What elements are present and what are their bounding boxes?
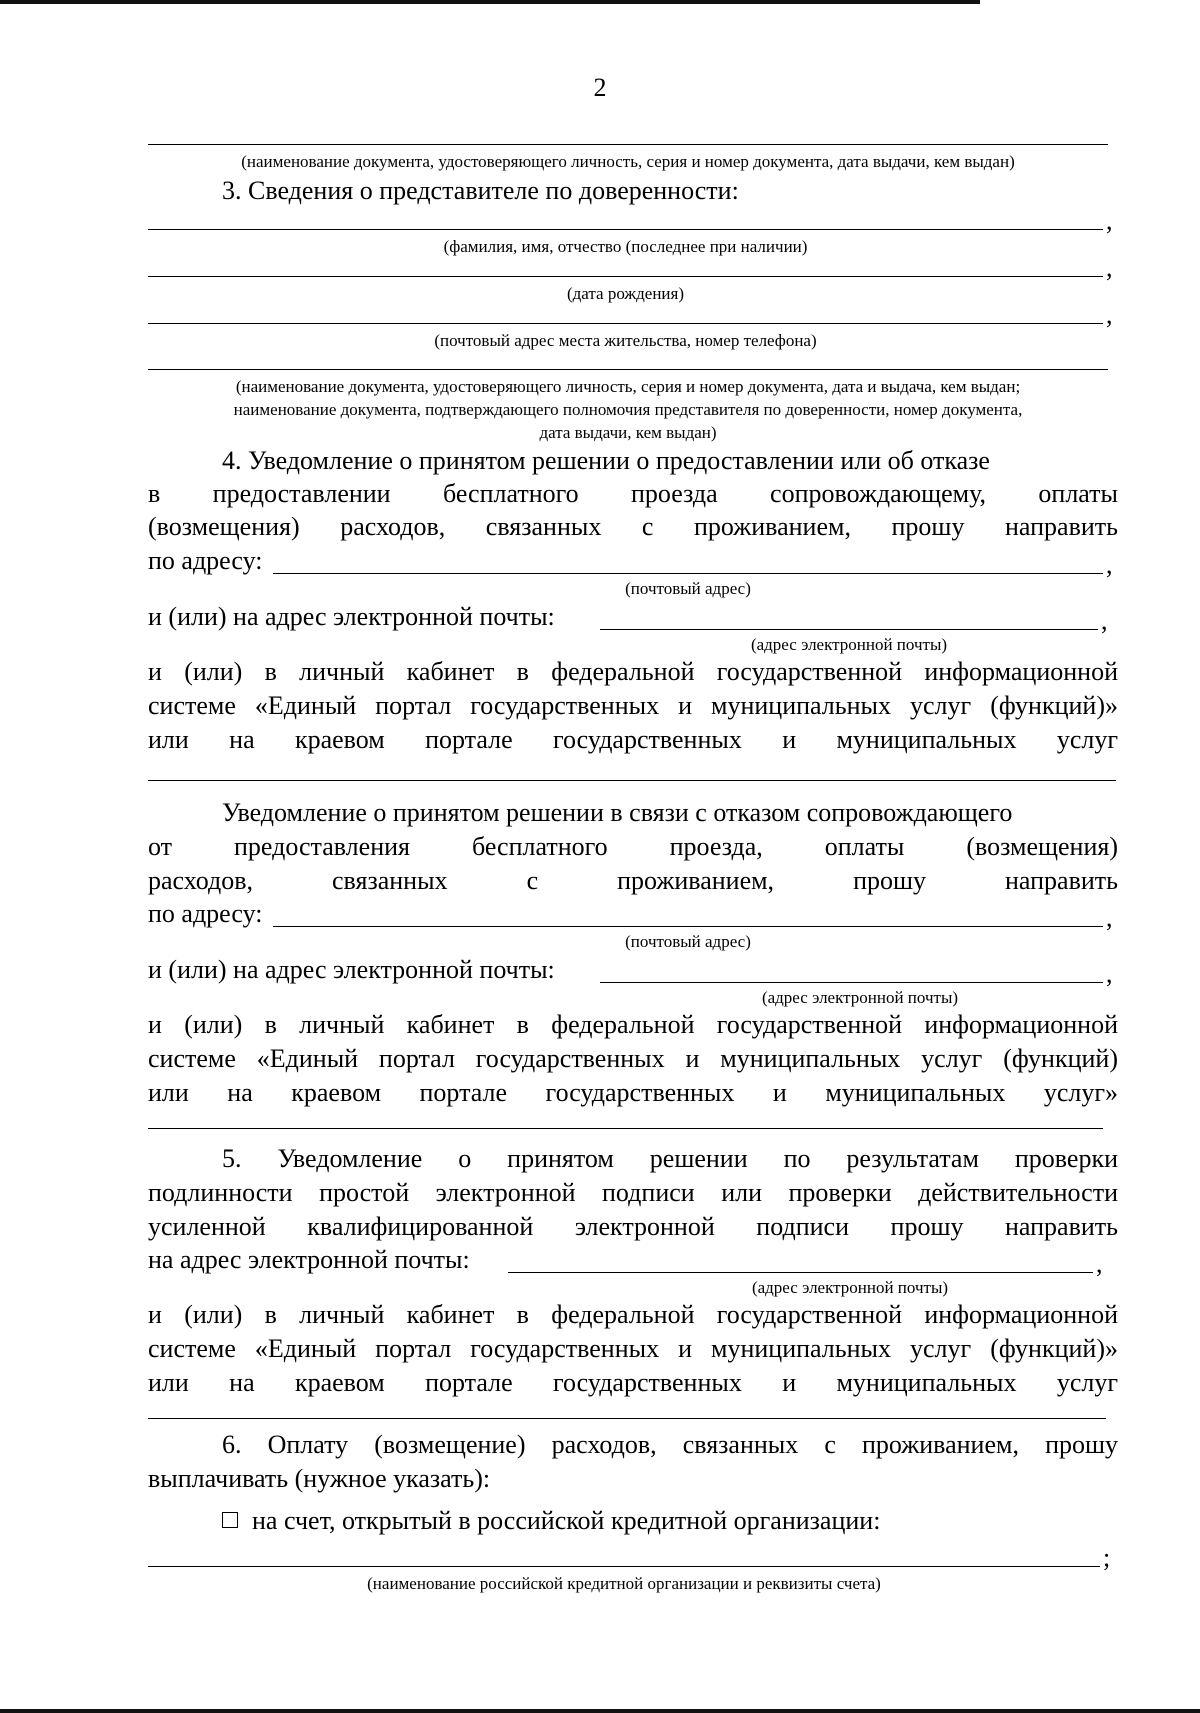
section-4-line-3: (возмещения) расходов, связанных с проживанием, прошу направить: [148, 512, 1118, 541]
section-6-line-2: выплачивать (нужное указать):: [148, 1464, 491, 1493]
s4b-address-field[interactable]: [273, 926, 1103, 927]
rep-documents-caption-1: (наименование документа, удостоверяющего личность, серия и номер документа, дата и выдача, кем выдан;: [235, 377, 1021, 396]
id-document-field[interactable]: [148, 144, 1108, 145]
s4-email-caption: (адрес электронной почты): [750, 635, 948, 654]
s4-cabinet-line-1: и (или) в личный кабинет в федеральной государственной информационной: [148, 657, 1118, 686]
s4-cabinet-line-2: системе «Единый портал государственных и муниципальных услуг (функций)»: [148, 691, 1118, 720]
scan-bottom-edge: [0, 1709, 1200, 1713]
s4b-cabinet-line-3: или на краевом портале государственных и муниципальных услуг»: [148, 1078, 1118, 1107]
s5-cabinet-line-3: или на краевом портале государственных и муниципальных услуг: [148, 1368, 1118, 1397]
s4b-email-caption: (адрес электронной почты): [761, 988, 959, 1007]
s4-email-field[interactable]: [600, 629, 1098, 630]
field-comma: ,: [1106, 253, 1113, 282]
s4-address-label: по адресу:: [148, 546, 263, 575]
s5-email-label: на адрес электронной почты:: [148, 1245, 470, 1274]
s4b-email-field[interactable]: [600, 982, 1103, 983]
rep-name-field[interactable]: [148, 229, 1103, 230]
s5-cabinet-line-2: системе «Единый портал государственных и муниципальных услуг (функций)»: [148, 1334, 1118, 1363]
bank-account-field[interactable]: [148, 1566, 1100, 1567]
rep-documents-caption-3: дата выдачи, кем выдан): [539, 423, 717, 442]
rep-birthdate-caption: (дата рождения): [566, 284, 685, 303]
section-4-line-2: в предоставлении бесплатного проезда сопровождающему, оплаты: [148, 479, 1118, 508]
section-4b-line-1: Уведомление о принятом решении в связи с отказом сопровождающего: [222, 798, 1013, 827]
s4b-portal-field[interactable]: [148, 1128, 1103, 1129]
s4b-cabinet-line-2: системе «Единый портал государственных и муниципальных услуг (функций): [148, 1044, 1118, 1073]
s5-portal-field[interactable]: [148, 1418, 1106, 1419]
s4-email-label: и (или) на адрес электронной почты:: [148, 602, 555, 631]
bank-account-option-label: на счет, открытый в российской кредитной организации:: [252, 1506, 881, 1535]
rep-documents-caption-2: наименование документа, подтверждающего полномочия представителя по доверенности, номер документа,: [233, 400, 1023, 419]
s5-cabinet-line-1: и (или) в личный кабинет в федеральной государственной информационной: [148, 1300, 1118, 1329]
rep-name-caption: (фамилия, имя, отчество (последнее при наличии): [443, 237, 808, 256]
field-comma: ,: [1096, 1249, 1103, 1278]
section-5-line-3: усиленной квалифицированной электронной подписи прошу направить: [148, 1212, 1118, 1241]
bank-account-caption: (наименование российской кредитной организации и реквизиты счета): [367, 1574, 881, 1593]
s4b-email-label: и (или) на адрес электронной почты:: [148, 955, 555, 984]
section-4b-line-2: от предоставления бесплатного проезда, оплаты (возмещения): [148, 832, 1118, 861]
section-4-line-1: 4. Уведомление о принятом решении о предоставлении или об отказе: [222, 446, 990, 475]
bank-account-checkbox[interactable]: [222, 1512, 238, 1528]
s4b-cabinet-line-1: и (или) в личный кабинет в федеральной государственной информационной: [148, 1010, 1118, 1039]
s4-address-caption: (почтовый адрес): [625, 579, 751, 598]
s4b-address-caption: (почтовый адрес): [625, 932, 751, 951]
s5-email-caption: (адрес электронной почты): [751, 1278, 949, 1297]
field-comma: ,: [1101, 606, 1108, 635]
page-number: 2: [593, 73, 607, 102]
section-3-heading: 3. Сведения о представителе по доверенности:: [222, 176, 739, 205]
field-comma: ,: [1106, 903, 1113, 932]
section-6-line-1: 6. Оплату (возмещение) расходов, связанных с проживанием, прошу: [222, 1430, 1118, 1459]
rep-birthdate-field[interactable]: [148, 276, 1103, 277]
section-5-line-1: 5. Уведомление о принятом решении по результатам проверки: [222, 1144, 1118, 1173]
s4-cabinet-line-3: или на краевом портале государственных и муниципальных услуг: [148, 725, 1118, 754]
section-4b-line-3: расходов, связанных с проживанием, прошу направить: [148, 866, 1118, 895]
field-comma: ,: [1106, 959, 1113, 988]
field-comma: ,: [1106, 206, 1113, 235]
bank-account-option[interactable]: [222, 1506, 880, 1536]
field-comma: ,: [1106, 300, 1113, 329]
section-5-line-2: подлинности простой электронной подписи или проверки действительности: [148, 1178, 1118, 1207]
s5-email-field[interactable]: [508, 1272, 1093, 1273]
s4-address-field[interactable]: [273, 573, 1103, 574]
rep-address-field[interactable]: [148, 323, 1103, 324]
id-document-caption: (наименование документа, удостоверяющего личность, серия и номер документа, дата выдачи, кем выдан): [241, 152, 1015, 171]
s4b-address-label: по адресу:: [148, 899, 263, 928]
field-comma: ,: [1106, 550, 1113, 579]
s4-portal-field[interactable]: [148, 780, 1116, 781]
scan-top-edge: [0, 0, 980, 4]
field-semicolon: ;: [1103, 1543, 1111, 1572]
rep-documents-field[interactable]: [148, 369, 1108, 370]
rep-address-caption: (почтовый адрес места жительства, номер телефона): [434, 331, 817, 350]
